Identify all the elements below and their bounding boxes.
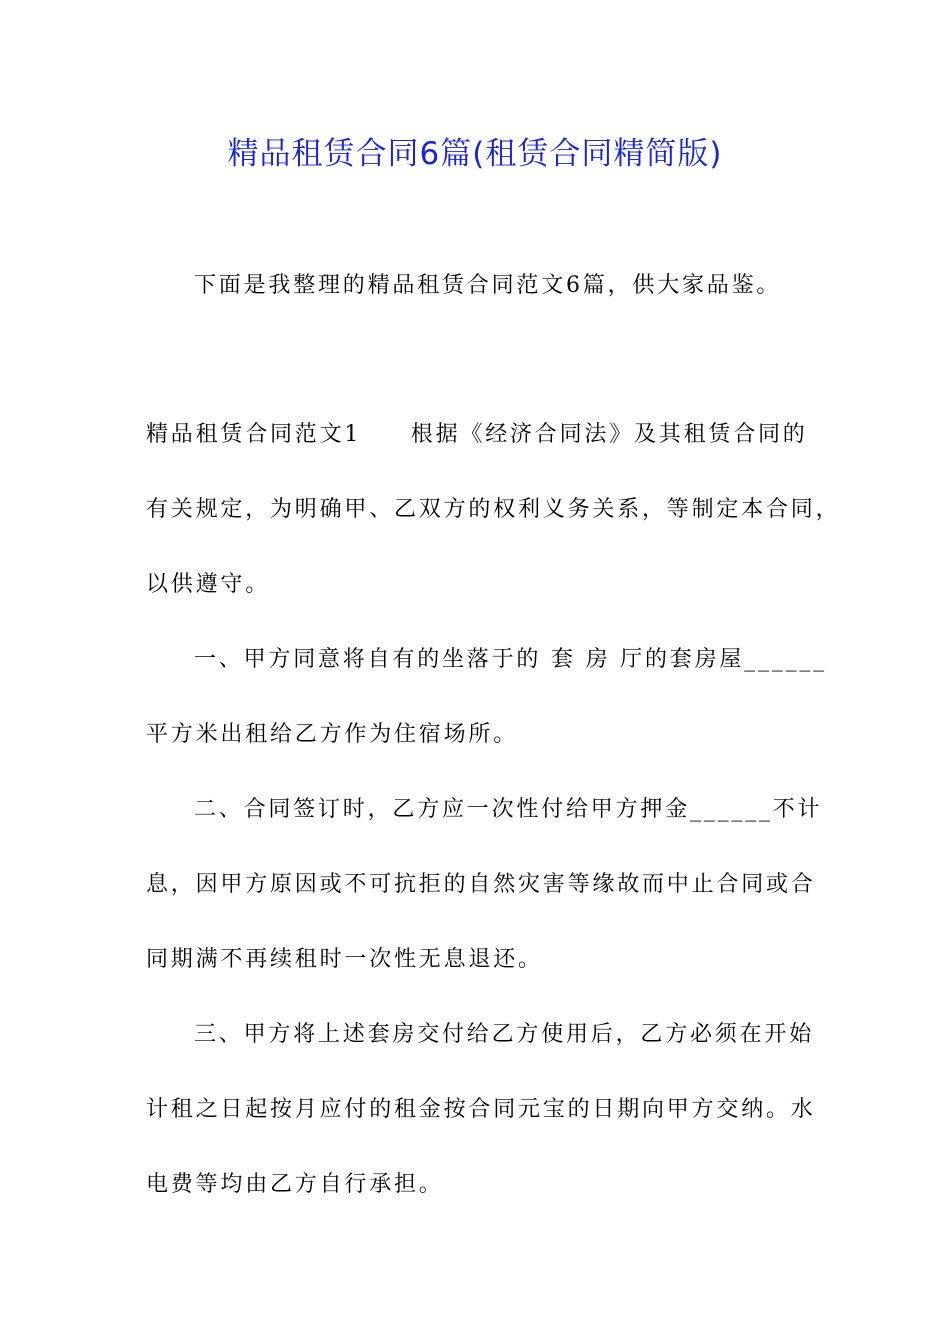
body-line: 一、甲方同意将自有的坐落于的 套 房 厅的套房屋______ [194,647,827,672]
document-title: 精品租赁合同6篇(租赁合同精简版) [227,136,723,172]
body-line: 计租之日起按月应付的租金按合同元宝的日期向甲方交纳。水 [146,1097,816,1122]
body-line: 同期满不再续租时一次性无息退还。 [146,947,543,972]
body-line: 精品租赁合同范文1 根据《经济合同法》及其租赁合同的 [146,422,808,447]
body-line: 二、合同签订时，乙方应一次性付给甲方押金______不计 [194,797,823,822]
body-line: 电费等均由乙方自行承担。 [146,1172,444,1197]
body-line: 有关规定，为明确甲、乙双方的权利义务关系，等制定本合同， [146,497,841,522]
intro-paragraph: 下面是我整理的精品租赁合同范文6篇，供大家品鉴。 [194,273,782,298]
body-line: 三、甲方将上述套房交付给乙方使用后，乙方必须在开始 [194,1022,815,1047]
body-line: 平方米出租给乙方作为住宿场所。 [146,722,519,747]
body-line: 以供遵守。 [146,572,271,597]
body-line: 息，因甲方原因或不可抗拒的自然灾害等缘故而中止合同或合 [146,872,816,897]
